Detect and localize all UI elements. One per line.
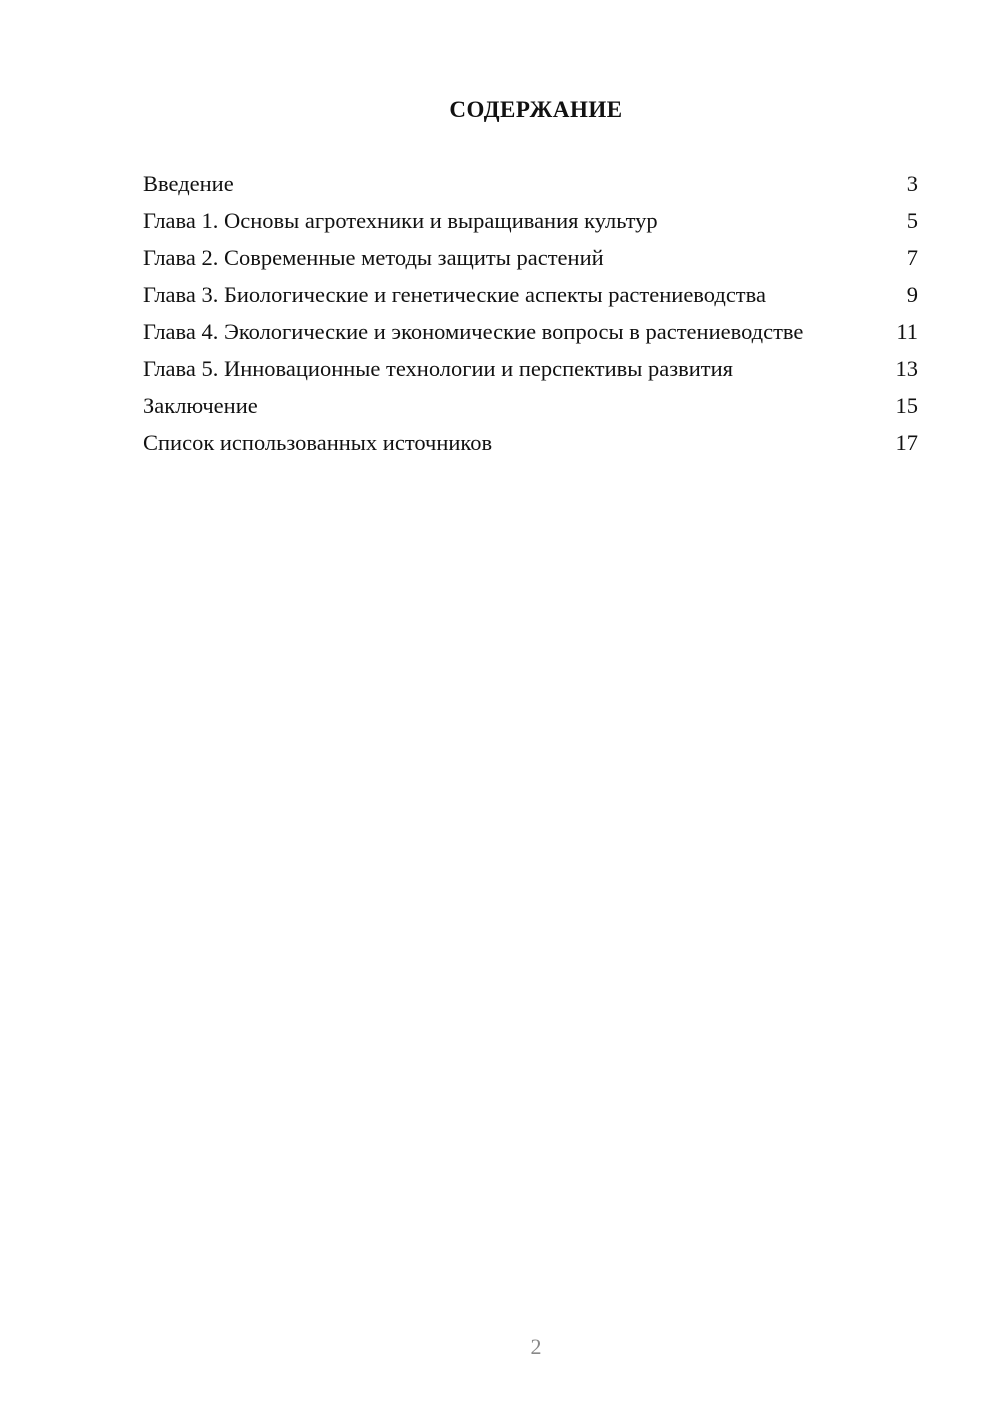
toc-entry-references: [143, 429, 918, 456]
toc-entry-conclusion: [143, 392, 918, 419]
toc-entry-page: 3: [906, 171, 918, 196]
toc-entry-page: 5: [906, 208, 918, 233]
toc-entry-label: Глава 3. Биологические и генетические аспекты растениеводства: [143, 282, 766, 307]
toc-entry-chapter-5: [143, 355, 918, 382]
toc-entry-page: 13: [895, 356, 918, 381]
toc-entry-label: Глава 5. Инновационные технологии и перспективы развития: [143, 356, 734, 381]
toc-title: СОДЕРЖАНИЕ: [449, 97, 623, 122]
toc-entry-label: Введение: [143, 171, 234, 196]
toc-entry-chapter-1: [143, 207, 918, 234]
toc-entry-label: Список использованных источников: [143, 430, 493, 455]
page-number: 2: [530, 1334, 542, 1359]
toc-entry-chapter-2: [143, 244, 918, 271]
toc-entry-label: Глава 2. Современные методы защиты растений: [143, 245, 604, 270]
toc-entry-page: 7: [906, 245, 918, 270]
toc-entry-label: Заключение: [143, 393, 258, 418]
toc-entry-page: 17: [895, 430, 918, 455]
table-of-contents: [143, 170, 918, 466]
toc-entry-label: Глава 4. Экологические и экономические вопросы в растениеводстве: [143, 319, 804, 344]
toc-entry-page: 15: [895, 393, 918, 418]
toc-entry-label: Глава 1. Основы агротехники и выращивания культур: [143, 208, 658, 233]
toc-entry-page: 9: [906, 282, 918, 307]
toc-entry-chapter-3: [143, 281, 918, 308]
toc-entry-page: 11: [896, 319, 918, 344]
toc-entry-introduction: [143, 170, 918, 197]
toc-entry-chapter-4: [143, 318, 918, 345]
